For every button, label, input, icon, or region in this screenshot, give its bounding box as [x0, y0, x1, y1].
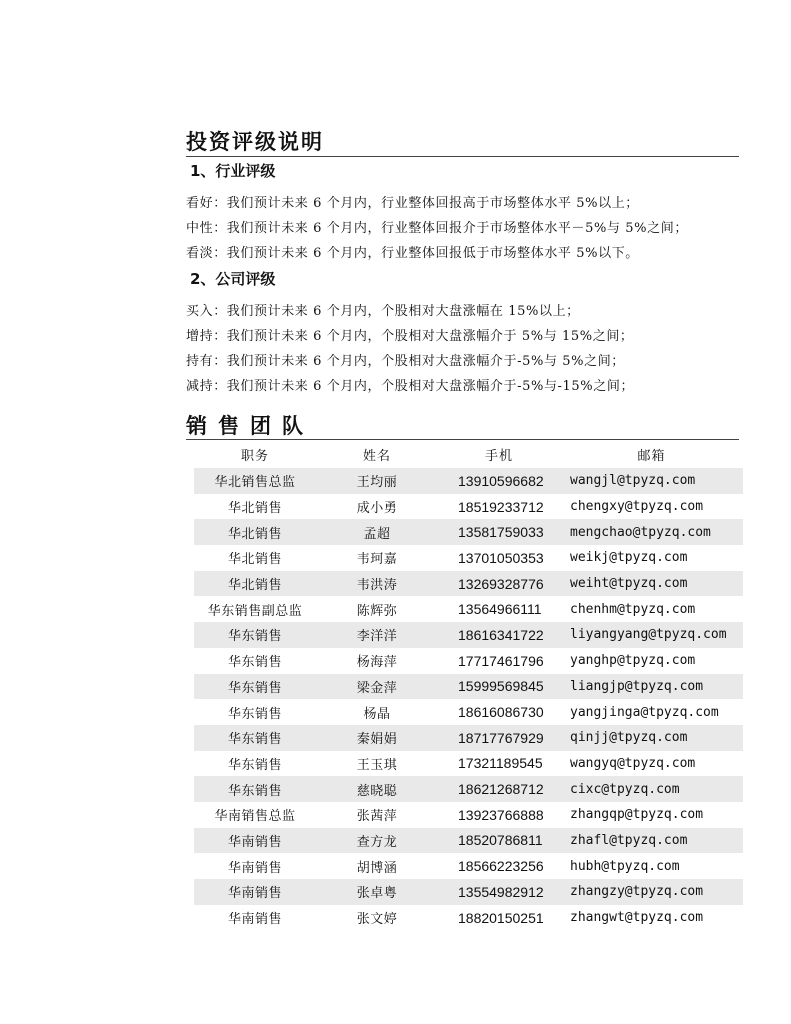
table-row	[194, 596, 743, 622]
column-header-name: 姓名	[362, 449, 391, 464]
position-cell: 华北销售	[227, 552, 282, 568]
name-cell: 孟超	[316, 519, 438, 545]
table-row	[194, 853, 743, 879]
email-cell: hubh@tpyzq.com	[570, 858, 680, 874]
name-cell: 杨晶	[363, 706, 391, 722]
table-row	[194, 905, 743, 931]
name-cell: 查方龙	[316, 828, 438, 854]
position-cell: 华北销售	[194, 519, 316, 545]
phone-cell: 18520786811	[438, 828, 560, 854]
position-cell: 华南销售	[194, 828, 316, 854]
phone-cell: 13910596682	[438, 468, 560, 494]
email-cell: chengxy@tpyzq.com	[570, 499, 704, 515]
company-rating-line: 增持：我们预计未来 6 个月内，个股相对大盘涨幅介于 5%与 15%之间；	[186, 329, 634, 344]
position-cell: 华东销售	[227, 706, 282, 722]
name-cell: 杨海萍	[356, 655, 398, 671]
column-header-position: 职务	[240, 449, 269, 464]
phone-cell: 18566223256	[458, 858, 544, 875]
sales-team-divider	[186, 439, 739, 440]
email-cell: zhangwt@tpyzq.com	[570, 910, 704, 926]
table-row	[194, 648, 743, 674]
email-cell: yanghp@tpyzq.com	[570, 653, 696, 669]
position-cell: 华南销售	[227, 912, 282, 928]
table-row	[194, 519, 743, 545]
email-cell: liyangyang@tpyzq.com	[560, 622, 743, 648]
position-cell: 华南销售	[194, 879, 316, 905]
email-cell: mengchao@tpyzq.com	[560, 519, 743, 545]
name-cell: 王均丽	[316, 468, 438, 494]
name-cell: 胡博涵	[356, 860, 398, 876]
name-cell: 李洋洋	[316, 622, 438, 648]
table-row	[194, 751, 743, 777]
name-cell: 张文婷	[356, 912, 398, 928]
email-cell: weikj@tpyzq.com	[570, 550, 688, 566]
name-cell: 梁金萍	[316, 674, 438, 700]
table-body	[194, 468, 743, 930]
phone-cell: 18820150251	[458, 909, 544, 926]
phone-cell: 13554982912	[438, 879, 560, 905]
position-cell: 华东销售	[194, 776, 316, 802]
position-cell: 华北销售	[194, 571, 316, 597]
table-row	[194, 622, 743, 648]
phone-cell: 18616341722	[438, 622, 560, 648]
table-row	[194, 468, 743, 494]
name-cell: 张卓粤	[316, 879, 438, 905]
company-rating-heading: 2、公司评级	[190, 270, 276, 288]
email-cell: cixc@tpyzq.com	[560, 776, 743, 802]
phone-cell: 15999569845	[438, 674, 560, 700]
table-header-row	[194, 441, 743, 468]
company-rating-line: 买入：我们预计未来 6 个月内，个股相对大盘涨幅在 15%以上；	[186, 304, 580, 319]
table-row	[194, 699, 743, 725]
email-cell: liangjp@tpyzq.com	[560, 674, 743, 700]
table-row	[194, 545, 743, 571]
phone-cell: 17321189545	[458, 755, 543, 772]
column-header-email: 邮箱	[637, 449, 666, 464]
position-cell: 华东销售副总监	[207, 603, 303, 619]
table-row	[194, 802, 743, 828]
email-cell: zhafl@tpyzq.com	[560, 828, 743, 854]
name-cell: 陈辉弥	[356, 603, 398, 619]
position-cell: 华东销售	[194, 622, 316, 648]
company-rating-line: 持有：我们预计未来 6 个月内，个股相对大盘涨幅介于-5%与 5%之间；	[186, 354, 625, 369]
phone-cell: 13581759033	[438, 519, 560, 545]
phone-cell: 17717461796	[458, 652, 544, 669]
table-row	[194, 879, 743, 905]
table-row	[194, 674, 743, 700]
position-cell: 华东销售	[194, 725, 316, 751]
phone-cell: 13564966111	[458, 601, 542, 618]
table-row	[194, 776, 743, 802]
industry-rating-line: 看淡：我们预计未来 6 个月内，行业整体回报低于市场整体水平 5%以下。	[186, 246, 639, 261]
phone-cell: 18519233712	[458, 498, 544, 515]
position-cell: 华北销售总监	[194, 468, 316, 494]
name-cell: 韦洪涛	[316, 571, 438, 597]
sales-team-table	[194, 441, 743, 930]
rating-title-divider	[186, 156, 739, 157]
company-rating-line: 减持：我们预计未来 6 个月内，个股相对大盘涨幅介于-5%与-15%之间；	[186, 379, 635, 394]
name-cell: 秦娟娟	[316, 725, 438, 751]
name-cell: 成小勇	[356, 501, 398, 517]
position-cell: 华南销售总监	[214, 809, 296, 825]
table-row	[194, 725, 743, 751]
industry-rating-line: 看好：我们预计未来 6 个月内，行业整体回报高于市场整体水平 5%以上；	[186, 196, 639, 211]
email-cell: weiht@tpyzq.com	[560, 571, 743, 597]
phone-cell: 18621268712	[438, 776, 560, 802]
email-cell: qinjj@tpyzq.com	[560, 725, 743, 751]
industry-rating-heading: 1、行业评级	[190, 162, 276, 180]
industry-rating-line: 中性：我们预计未来 6 个月内，行业整体回报介于市场整体水平－5%与 5%之间；	[186, 221, 688, 236]
email-cell: yangjinga@tpyzq.com	[570, 704, 719, 720]
name-cell: 张茜萍	[356, 809, 398, 825]
rating-section-title: 投资评级说明	[186, 129, 324, 154]
table-row	[194, 494, 743, 520]
phone-cell: 18616086730	[458, 704, 544, 721]
table-row	[194, 828, 743, 854]
name-cell: 慈晓聪	[316, 776, 438, 802]
name-cell: 王玉琪	[356, 757, 398, 773]
phone-cell: 18717767929	[438, 725, 560, 751]
column-header-phone: 手机	[484, 449, 513, 464]
phone-cell: 13269328776	[438, 571, 560, 597]
phone-cell: 13923766888	[458, 806, 544, 823]
position-cell: 华东销售	[194, 674, 316, 700]
sales-team-title: 销售团队	[186, 413, 314, 438]
phone-cell: 13701050353	[458, 549, 544, 566]
name-cell: 韦珂嘉	[356, 552, 398, 568]
email-cell: wangyq@tpyzq.com	[570, 755, 696, 771]
position-cell: 华东销售	[227, 757, 282, 773]
email-cell: zhangzy@tpyzq.com	[560, 879, 743, 905]
email-cell: wangjl@tpyzq.com	[560, 468, 743, 494]
position-cell: 华北销售	[227, 501, 282, 517]
table-row	[194, 571, 743, 597]
position-cell: 华南销售	[227, 860, 282, 876]
email-cell: zhangqp@tpyzq.com	[570, 807, 704, 823]
position-cell: 华东销售	[227, 655, 282, 671]
email-cell: chenhm@tpyzq.com	[570, 601, 696, 617]
